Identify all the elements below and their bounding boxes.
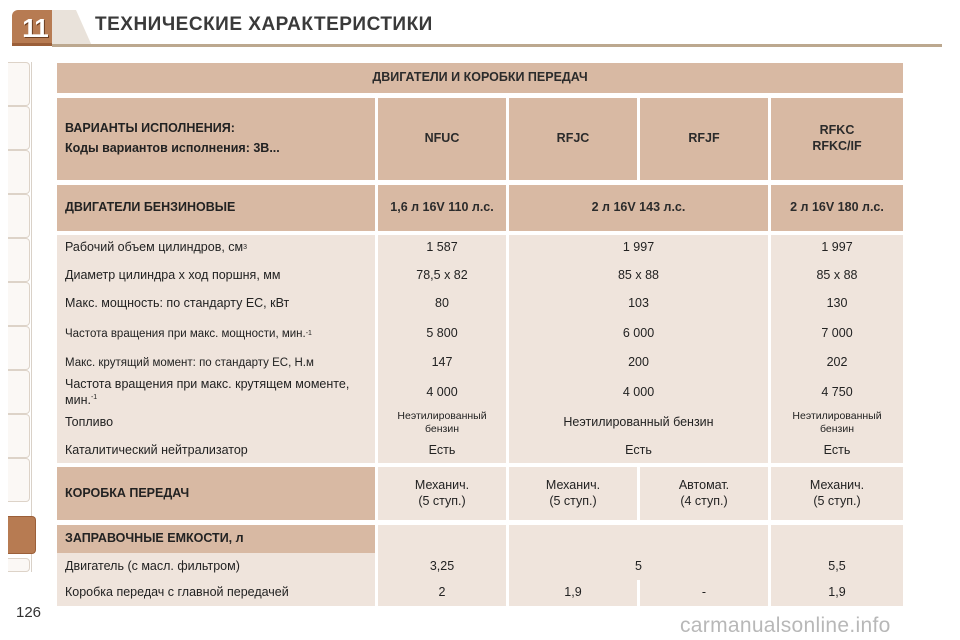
spec-value: Есть bbox=[823, 442, 851, 457]
chapter-tab[interactable] bbox=[8, 194, 30, 238]
chapter-tab[interactable] bbox=[8, 62, 30, 106]
spec-value: Неэтилированный бензин bbox=[397, 410, 487, 435]
page-title: ТЕХНИЧЕСКИЕ ХАРАКТЕРИСТИКИ bbox=[95, 14, 433, 35]
variant-code: NFUC bbox=[378, 98, 506, 180]
spec-label-text: Диаметр цилиндра х ход поршня, мм bbox=[65, 268, 281, 283]
chapter-tab[interactable] bbox=[8, 370, 30, 414]
spec-value: 4 000 bbox=[426, 385, 458, 400]
variant-code: RFKC RFKC/IF bbox=[771, 98, 903, 180]
spec-value: Неэтилированный бензин bbox=[563, 415, 714, 430]
spec-row-label bbox=[57, 235, 375, 261]
spec-value: 202 bbox=[826, 355, 848, 370]
spec-label-text: Частота вращения при макс. крутящем моменте, мин. bbox=[65, 377, 350, 407]
gearbox-value: Механич. (5 ступ.) bbox=[771, 467, 903, 520]
capacities-label: ЗАПРАВОЧНЫЕ ЕМКОСТИ, л bbox=[57, 525, 375, 553]
chapter-tab[interactable] bbox=[8, 150, 30, 194]
chapter-tab[interactable] bbox=[8, 326, 30, 370]
engine-oil-value: 3,25 bbox=[429, 558, 455, 573]
spec-value: 4 000 bbox=[622, 385, 655, 400]
engine-oil-value: 5 bbox=[635, 558, 642, 573]
spec-value: Неэтилированный бензин bbox=[792, 410, 882, 435]
spec-value: 7 000 bbox=[821, 326, 853, 341]
chapter-tab-active[interactable] bbox=[8, 516, 36, 554]
spec-value: 85 х 88 bbox=[617, 268, 659, 283]
chapter-tab[interactable] bbox=[8, 282, 30, 326]
spec-value: 85 х 88 bbox=[816, 268, 858, 283]
spec-value: 200 bbox=[628, 355, 649, 370]
spec-value: 6 000 bbox=[622, 326, 655, 341]
chapter-tab[interactable] bbox=[8, 414, 30, 458]
spec-label-sup: -1 bbox=[305, 329, 312, 337]
spec-label-text: Макс. крутящий момент: по стандарту ЕС, Н.м bbox=[65, 356, 314, 369]
spec-label-sup: 3 bbox=[243, 243, 248, 251]
spec-row-label bbox=[57, 350, 375, 376]
gearbox-value: Механич. (5 ступ.) bbox=[378, 467, 506, 520]
chapter-tab[interactable] bbox=[8, 106, 30, 150]
gearbox-oil-label: Коробка передач с главной передачей bbox=[65, 585, 289, 600]
page-number: 126 bbox=[16, 604, 42, 621]
engine-oil-value: 5,5 bbox=[828, 558, 846, 573]
spec-value: 4 750 bbox=[821, 385, 853, 400]
spec-value: 130 bbox=[826, 296, 848, 311]
spec-row-label bbox=[57, 409, 375, 437]
spec-value: 5 800 bbox=[426, 326, 458, 341]
gearbox-value: Автомат. (4 ступ.) bbox=[640, 467, 768, 520]
spec-value: 78,5 х 82 bbox=[416, 268, 468, 283]
chapter-tab-strip bbox=[8, 62, 32, 572]
spec-row-label bbox=[57, 320, 375, 348]
spec-label-text: Частота вращения при макс. мощности, мин. bbox=[65, 327, 306, 340]
variants-label-line2: Коды вариантов исполнения: 3B... bbox=[65, 141, 280, 155]
spec-label-text: Каталитический нейтрализатор bbox=[65, 442, 248, 457]
spec-value: 1 997 bbox=[622, 240, 655, 255]
spec-row-label bbox=[57, 377, 375, 409]
spec-value: 1 997 bbox=[821, 240, 853, 255]
gearbox-oil-value: - bbox=[701, 585, 707, 600]
spec-row-label bbox=[57, 263, 375, 289]
spec-label-text: Рабочий объем цилиндров, см bbox=[65, 240, 244, 255]
spec-row-label bbox=[57, 291, 375, 317]
variant-code: RFJC bbox=[509, 98, 637, 180]
table-caption: ДВИГАТЕЛИ И КОРОБКИ ПЕРЕДАЧ bbox=[57, 63, 903, 93]
gearbox-oil-value: 1,9 bbox=[828, 585, 846, 600]
engine-name: 1,6 л 16V 110 л.с. bbox=[378, 185, 506, 231]
spec-label-wrap bbox=[65, 377, 355, 408]
engines-label: ДВИГАТЕЛИ БЕНЗИНОВЫЕ bbox=[57, 185, 375, 231]
chapter-tab[interactable] bbox=[8, 458, 30, 502]
spec-value: 1 587 bbox=[426, 240, 458, 255]
watermark: carmanualsonline.info bbox=[680, 614, 891, 637]
gearbox-oil-value: 1,9 bbox=[564, 585, 582, 600]
variants-label bbox=[57, 98, 375, 180]
spec-value: 147 bbox=[431, 355, 453, 370]
gearbox-label: КОРОБКА ПЕРЕДАЧ bbox=[57, 467, 375, 520]
title-tab-decoration bbox=[52, 10, 92, 46]
chapter-badge: 11 bbox=[12, 10, 58, 46]
spec-value: 80 bbox=[435, 296, 449, 311]
spec-value: Есть bbox=[428, 442, 456, 457]
engine-name: 2 л 16V 143 л.с. bbox=[509, 185, 768, 231]
engine-oil-label: Двигатель (с масл. фильтром) bbox=[65, 558, 240, 573]
chapter-tab[interactable] bbox=[8, 558, 30, 572]
chapter-tab[interactable] bbox=[8, 238, 30, 282]
spec-label-text: Топливо bbox=[65, 415, 114, 430]
title-divider bbox=[52, 44, 942, 47]
variants-label-line1: ВАРИАНТЫ ИСПОЛНЕНИЯ: bbox=[65, 121, 235, 136]
spec-value: 103 bbox=[628, 296, 649, 311]
spec-value: Есть bbox=[625, 442, 652, 457]
spec-label-text: Макс. мощность: по стандарту ЕС, кВт bbox=[65, 296, 290, 311]
gearbox-oil-value: 2 bbox=[438, 585, 446, 600]
engine-name: 2 л 16V 180 л.с. bbox=[771, 185, 903, 231]
variant-code: RFJF bbox=[640, 98, 768, 180]
spec-row-label bbox=[57, 438, 375, 463]
gearbox-value: Механич. (5 ступ.) bbox=[509, 467, 637, 520]
spec-label-sup: -1 bbox=[90, 393, 98, 401]
